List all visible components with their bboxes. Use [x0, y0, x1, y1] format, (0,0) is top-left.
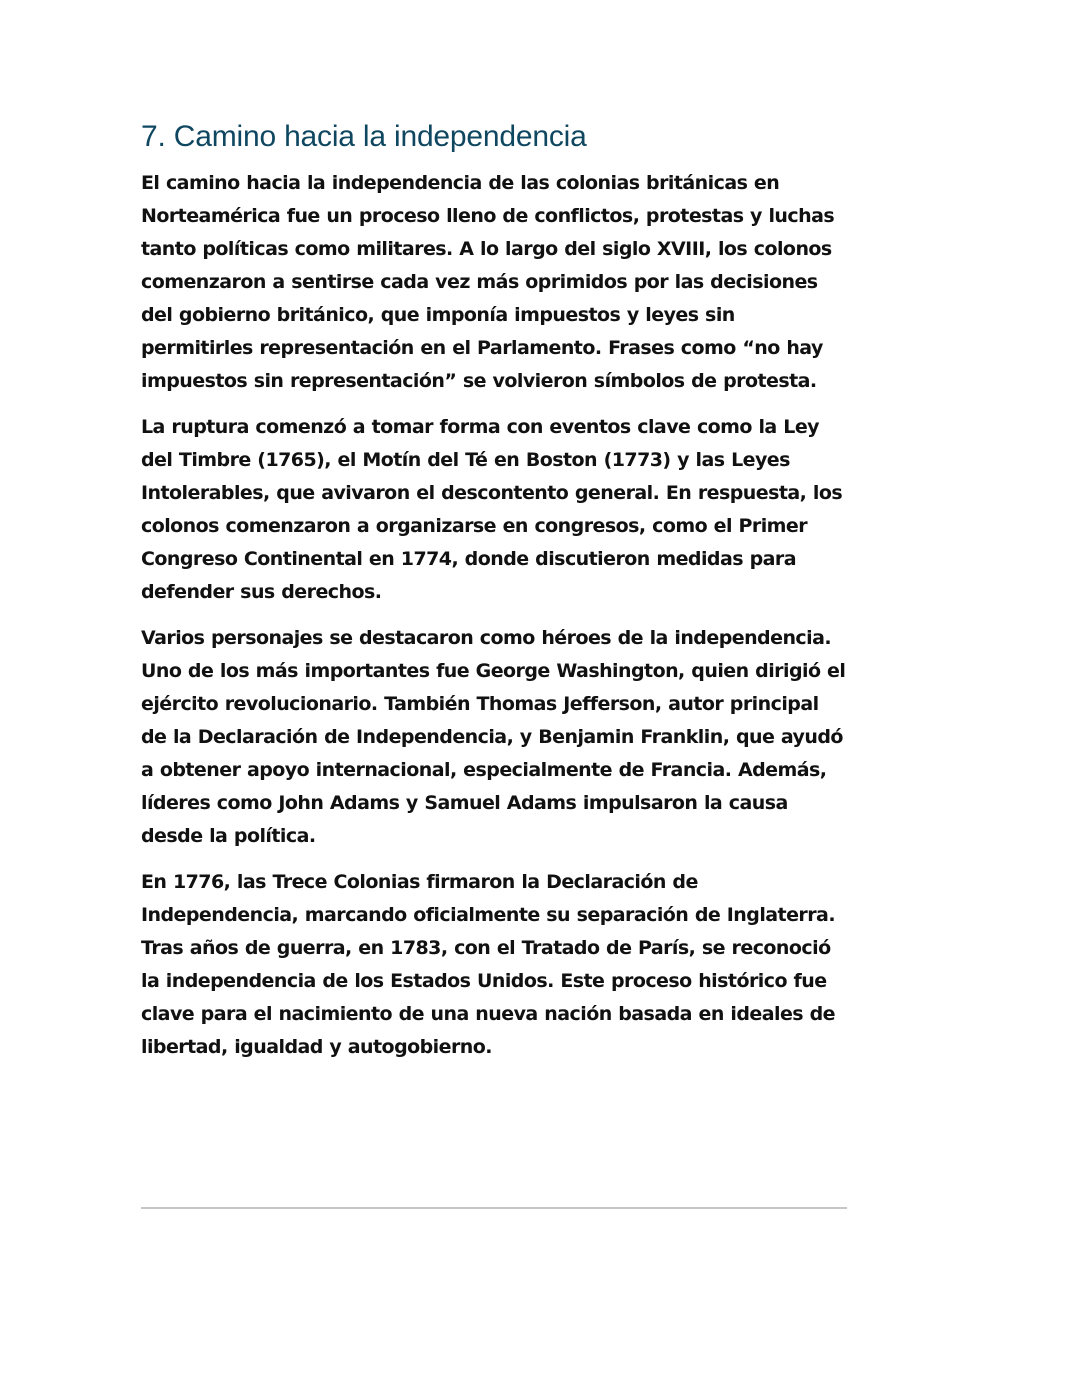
- section-heading: 7. Camino hacia la independencia: [141, 120, 587, 153]
- paragraph-1: El camino hacia la independencia de las colonias británicas en Norteamérica fue un proceso lleno de conflictos, protestas y luchas tanto políticas como militares. A lo largo del siglo XVIII, los colonos comenzaron a sentirse cada vez más oprimidos por las decisiones del gobierno británico, que imponía impuestos y leyes sin permitirles representación en el Parlamento. Frases como “no hay impuestos sin representación” se volvieron símbolos de protesta.: [141, 172, 835, 392]
- horizontal-divider: [141, 1207, 847, 1209]
- paragraph-3: Varios personajes se destacaron como héroes de la independencia. Uno de los más importantes fue George Washington, quien dirigió el ejército revolucionario. También Thomas Jefferson, autor principal de la Declaración de Independencia, y Benjamin Franklin, que ayudó a obtener apoyo internacional, especialmente de Francia. Además, líderes como John Adams y Samuel Adams impulsaron la causa desde la política.: [141, 627, 846, 847]
- paragraph-2: La ruptura comenzó a tomar forma con eventos clave como la Ley del Timbre (1765), el Motín del Té en Boston (1773) y las Leyes Intolerables, que avivaron el descontento general. En respuesta, los colonos comenzaron a organizarse en congresos, como el Primer Congreso Continental en 1774, donde discutieron medidas para defender sus derechos.: [141, 416, 843, 603]
- document-body: [141, 117, 847, 1077]
- paragraph-4: En 1776, las Trece Colonias firmaron la Declaración de Independencia, marcando oficialmente su separación de Inglaterra. Tras años de guerra, en 1783, con el Tratado de París, se reconoció la independencia de los Estados Unidos. Este proceso histórico fue clave para el nacimiento de una nueva nación basada en ideales de libertad, igualdad y autogobierno.: [141, 871, 836, 1058]
